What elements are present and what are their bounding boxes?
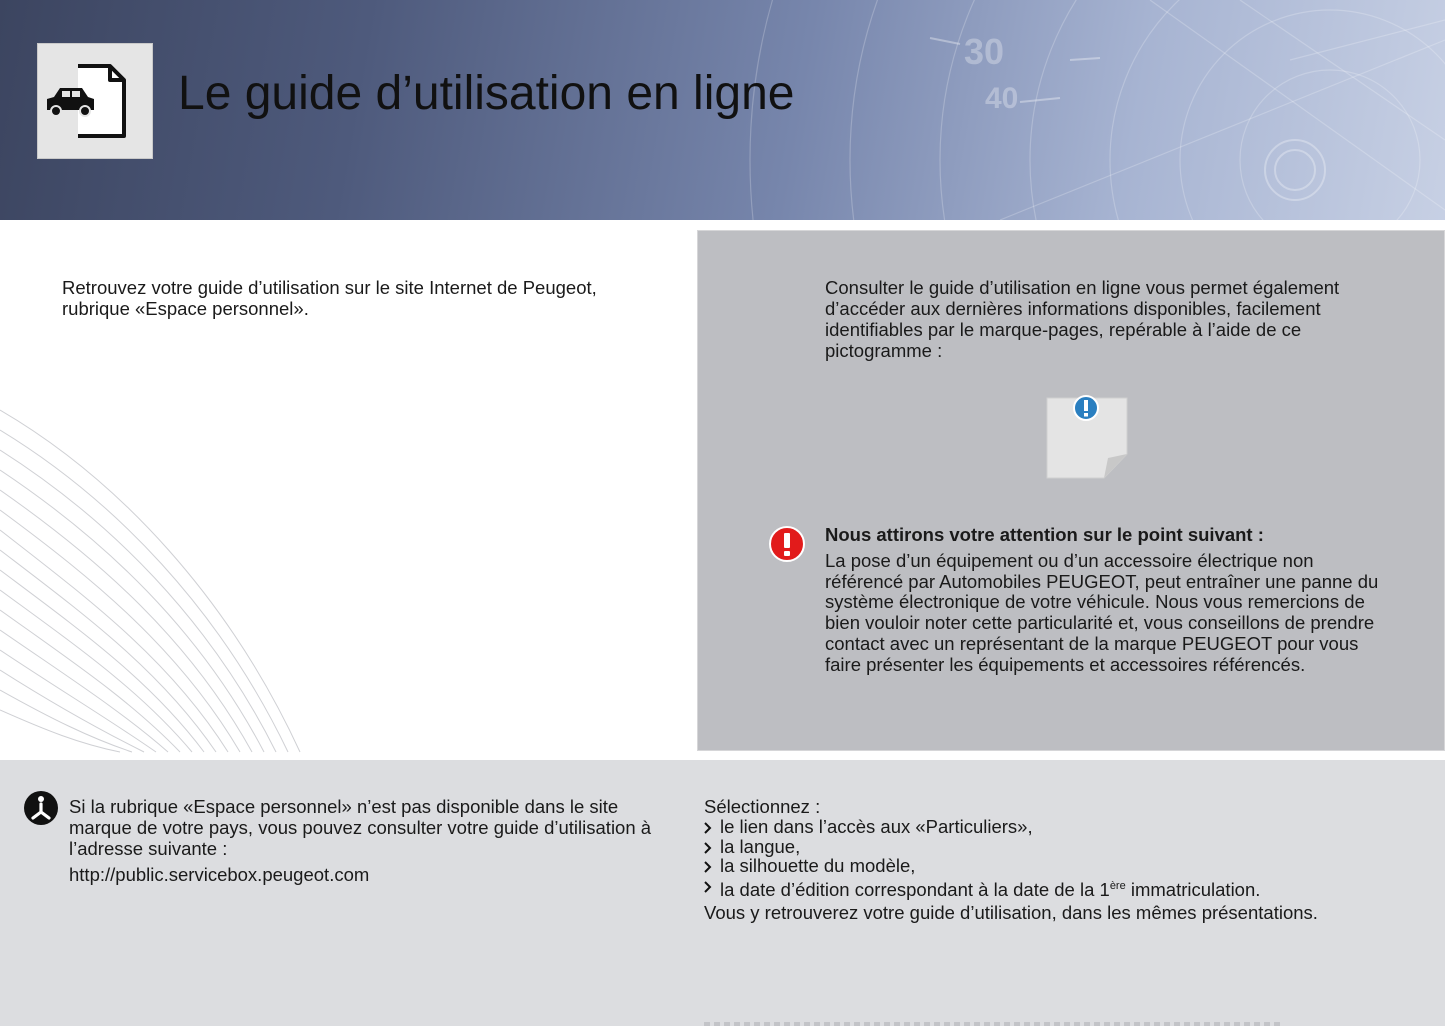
- swirl-decoration: [0, 400, 320, 760]
- chevron-right-icon: [704, 861, 712, 873]
- list-item-label-prefix: la date d’édition correspondant à la date de la 1: [720, 879, 1110, 901]
- list-item-label: la silhouette du modèle,: [720, 855, 916, 877]
- list-item: [704, 856, 1260, 876]
- chevron-right-icon: [704, 881, 712, 893]
- list-item-label: la langue,: [720, 835, 801, 857]
- list-item: [704, 837, 1260, 857]
- cut-off-text-line: [704, 1022, 1284, 1026]
- select-title: Sélectionnez :: [704, 796, 821, 817]
- ordinal-superscript: ère: [1109, 880, 1126, 893]
- chevron-right-icon: [704, 842, 712, 854]
- list-item: [704, 876, 1261, 901]
- page-title: Le guide d’utilisation en ligne: [178, 67, 795, 120]
- warning-body: La pose d’un équipement ou d’un accessoire électrique non référencé par Automobiles PEUGEOT, peut entraîner une panne du système électronique de votre véhicule. Nous vous remercions de bien vouloir noter cette particularité et, vous conseillons de prendre contact avec un représentant de la marque PEUGEOT pour vous faire présenter les équipements et accessoires référencés.: [825, 550, 1379, 675]
- intro-text: Retrouvez votre guide d’utilisation sur le site Internet de Peugeot, rubrique «Espace personnel».: [62, 277, 597, 319]
- svg-text:40: 40: [985, 82, 1019, 115]
- bookmark-info-icon: [1044, 392, 1134, 482]
- header-banner: [0, 0, 1445, 220]
- list-item-label-suffix: immatriculation.: [1125, 879, 1261, 901]
- chevron-right-icon: [704, 822, 712, 834]
- list-item: [704, 817, 1260, 837]
- car-document-icon: [38, 44, 152, 158]
- select-steps-list: [704, 816, 1261, 901]
- servicebox-link[interactable]: http://public.servicebox.peugeot.com: [69, 864, 370, 885]
- online-guide-info-text: Consulter le guide d’utilisation en ligne vous permet également d’accéder aux dernières informations disponibles, facilement identifiables par le marque-pages, repérable à l’aide de ce pictogramme :: [825, 277, 1340, 361]
- svg-text:30: 30: [964, 31, 1005, 72]
- guide-icon-tile: [37, 43, 153, 159]
- note-text: Si la rubrique «Espace personnel» n’est pas disponible dans le site marque de votre pays, vous pouvez consulter votre guide d’utilisation à l’adresse suivante :: [69, 796, 652, 859]
- warning-exclamation-icon: [768, 525, 806, 563]
- warning-title: Nous attirons votre attention sur le point suivant :: [825, 524, 1264, 545]
- list-item-label: le lien dans l’accès aux «Particuliers»,: [720, 816, 1033, 837]
- info-hint-icon: [23, 790, 59, 826]
- select-footer-text: Vous y retrouverez votre guide d’utilisation, dans les mêmes présentations.: [704, 902, 1318, 923]
